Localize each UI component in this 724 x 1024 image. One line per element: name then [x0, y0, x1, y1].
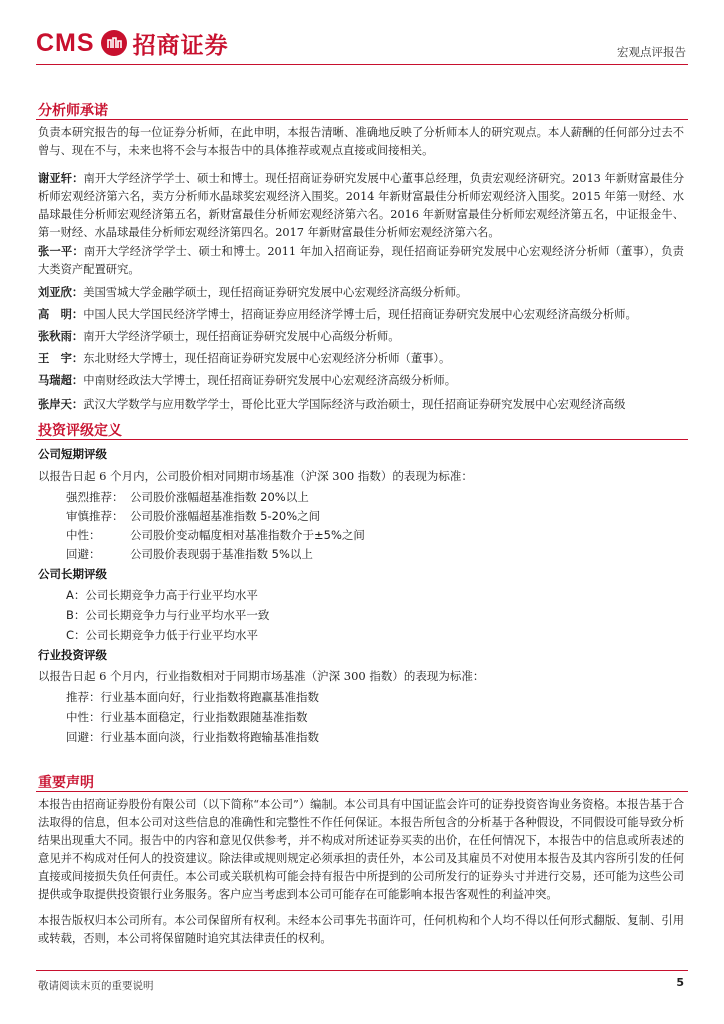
logo-emblem-icon — [101, 30, 127, 56]
analyst-bio: 中国人民大学国民经济学博士，招商证券应用经济学博士后，现任招商证券研究发展中心宏观经济高级分析师。 — [83, 308, 637, 321]
analyst-name: 高 明： — [38, 308, 84, 321]
section-divider — [36, 791, 688, 792]
report-type: 宏观点评报告 — [617, 45, 686, 59]
analyst-entry — [38, 328, 684, 346]
logo-cms-text: CMS — [36, 28, 95, 57]
analyst-name: 马瑞超： — [38, 374, 84, 387]
analyst-statement-text: 负责本研究报告的每一位证券分析师，在此申明，本报告清晰、准确地反映了分析师本人的研究观点。本人薪酬的任何部分过去不曾与、现在不与，未来也将不会与本报告中的具体推荐或观点直接或间接相关。 — [38, 126, 684, 157]
disclaimer-paragraph-2: 本报告版权归本公司所有。本公司保留所有权利。未经本公司事先书面许可，任何机构和个人均不得以任何形式翻版、复制、引用或转载，否则，本公司将保留随时追究其法律责任的权利。 — [38, 914, 684, 945]
analyst-entry — [38, 306, 684, 324]
rating-label: 中性： — [66, 528, 101, 542]
disclaimer-paragraph-1: 本报告由招商证券股份有限公司（以下简称“本公司”）编制。本公司具有中国证监会许可的证券投资咨询业务资格。本报告基于合法取得的信息，但本公司对这些信息的准确性和完整性不作任何保证。本报告所包含的分析基于各种假设，不同假设可能导致分析结果出现重大不同。报告中的内容和意见仅供参考，并不构成对所述证券买卖的出价，在任何情况下，本报告中的信息或所表述的意见并不构成对任何人的投资建议。除法律或规则规定必须承担的责任外，本公司及其雇员不对使用本报告及其内容所引发的任何直接或间接损失负任何责任。本公司或关联机构可能会持有报告中所提到的公司所发行的证券头寸并进行交易，还可能为这些公司提供或争取提供投资银行业务服务。客户应当考虑到本公司可能存在可能影响本报告客观性的利益冲突。 — [38, 798, 684, 901]
section-title-disclaimer: 重要声明 — [38, 775, 94, 791]
logo-chinese-text: 招商证券 — [132, 32, 229, 59]
long-term-rating-item: A：公司长期竞争力高于行业平均水平 — [66, 588, 258, 602]
analyst-bio: 武汉大学数学与应用数学学士，哥伦比亚大学国际经济与政治硕士，现任招商证券研究发展中心宏观经济高级 — [83, 398, 626, 411]
long-term-rating-item: B：公司长期竞争力与行业平均水平一致 — [66, 608, 270, 622]
industry-rating-item: 推荐：行业基本面向好，行业指数将跑赢基准指数 — [66, 690, 319, 704]
rating-label: 审慎推荐： — [66, 509, 124, 523]
rating-description: 公司股价涨幅超基准指数 5-20%之间 — [130, 509, 321, 523]
rating-description: 公司股价变动幅度相对基准指数介于±5%之间 — [130, 528, 365, 542]
section-title-analyst: 分析师承诺 — [38, 103, 108, 119]
short-term-rating-heading: 公司短期评级 — [38, 447, 107, 461]
analyst-bio: 南开大学经济学学士、硕士和博士。2011 年加入招商证券，现任招商证券研究发展中心宏观经济分析师（董事），负责大类资产配置研究。 — [38, 245, 684, 276]
industry-rating-item: 回避：行业基本面向淡，行业指数将跑输基准指数 — [66, 730, 319, 744]
analyst-bio: 南开大学经济学硕士，现任招商证券研究发展中心高级分析师。 — [83, 330, 400, 343]
analyst-bio: 东北财经大学博士，现任招商证券研究发展中心宏观经济分析师（董事）。 — [83, 352, 451, 365]
industry-rating-item: 中性：行业基本面稳定，行业指数跟随基准指数 — [66, 710, 308, 724]
header-divider — [36, 64, 688, 65]
long-term-rating-heading: 公司长期评级 — [38, 567, 107, 581]
industry-rating-intro: 以报告日起 6 个月内，行业指数相对于同期市场基准（沪深 300 指数）的表现为标准： — [38, 669, 485, 683]
analyst-entry — [38, 170, 684, 242]
footer-divider — [36, 970, 688, 971]
rating-description: 公司股价涨幅超基准指数 20%以上 — [130, 490, 309, 504]
section-divider — [36, 439, 688, 440]
analyst-name: 谢亚轩： — [38, 172, 84, 185]
rating-description: 公司股价表现弱于基准指数 5%以上 — [130, 547, 313, 561]
industry-rating-heading: 行业投资评级 — [38, 648, 107, 662]
long-term-rating-item: C：公司长期竞争力低于行业平均水平 — [66, 628, 259, 642]
analyst-name: 张秋雨： — [38, 330, 84, 343]
analyst-name: 张岸天： — [38, 398, 84, 411]
analyst-entry — [38, 396, 684, 414]
section-title-rating: 投资评级定义 — [38, 423, 122, 439]
footer-note: 敬请阅读末页的重要说明 — [38, 980, 154, 992]
analyst-entry — [38, 243, 684, 279]
section-divider — [36, 119, 688, 120]
analyst-bio: 中南财经政法大学博士，现任招商证券研究发展中心宏观经济高级分析师。 — [83, 374, 457, 387]
rating-label: 强烈推荐： — [66, 490, 124, 504]
analyst-name: 张一平： — [38, 245, 84, 258]
analyst-name: 王 宇： — [38, 352, 84, 365]
analyst-name: 刘亚欣： — [38, 286, 84, 299]
company-logo — [36, 26, 229, 60]
analyst-entry — [38, 284, 684, 302]
analyst-entry — [38, 350, 684, 368]
analyst-entry — [38, 372, 684, 390]
short-term-rating-intro: 以报告日起 6 个月内，公司股价相对同期市场基准（沪深 300 指数）的表现为标准： — [38, 469, 473, 483]
analyst-bio: 南开大学经济学学士、硕士和博士。现任招商证券研究发展中心董事总经理，负责宏观经济研究。2013 年新财富最佳分析师宏观经济第六名，卖方分析师水晶球奖宏观经济入围奖。2014 年新财富最佳分析师宏观经济入围奖。2015 年第一财经、水晶球最佳分析师宏观经济第五名，新财富最佳分析师宏观经济第六名。2016 年新财富最佳分析师宏观经济第五名，中证报金牛、第一财经、水晶球最佳分析师宏观经济第四名。2017 年新财富最佳分析师宏观经济第六名。 — [38, 172, 684, 239]
analyst-bio: 美国雪城大学金融学硕士，现任招商证券研究发展中心宏观经济高级分析师。 — [83, 286, 468, 299]
page-number: 5 — [676, 976, 684, 989]
rating-label: 回避： — [66, 547, 101, 561]
